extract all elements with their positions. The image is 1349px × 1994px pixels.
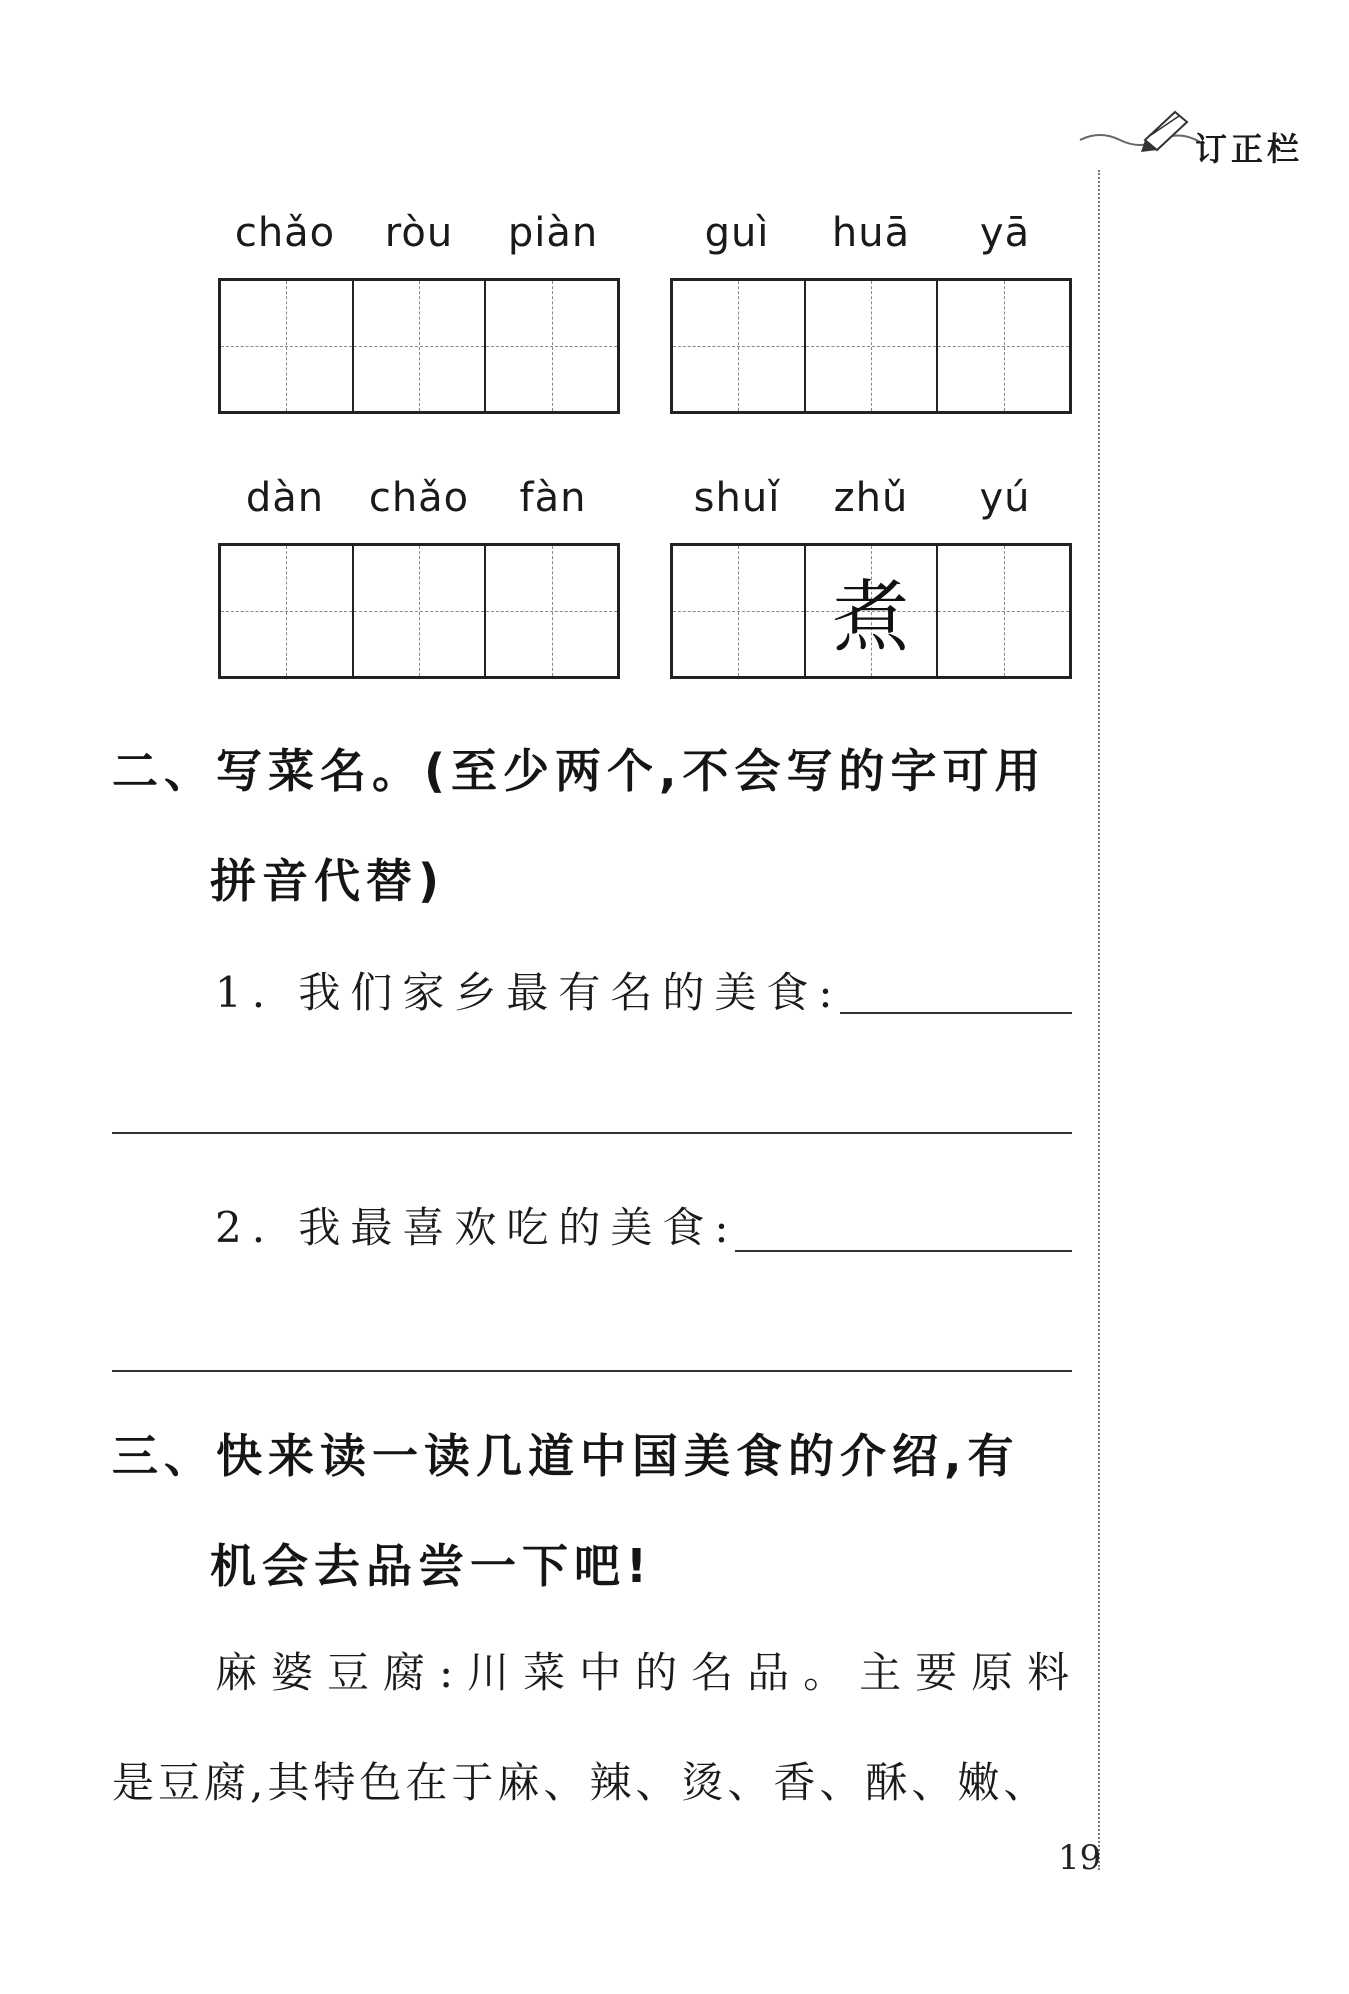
pencil-icon — [1075, 100, 1205, 160]
writing-cell[interactable] — [354, 281, 487, 411]
cell-character — [806, 281, 937, 411]
cell-character — [486, 546, 617, 676]
cell-character — [354, 546, 485, 676]
correction-column-divider — [1098, 170, 1100, 1870]
cell-character — [221, 281, 352, 411]
pinyin-syllable: yā — [979, 210, 1031, 256]
question-2-label: 2. 我最喜欢吃的美食: — [215, 1203, 739, 1252]
cell-character — [354, 281, 485, 411]
pinyin-syllable: fàn — [519, 475, 587, 521]
question-1-answer-line[interactable] — [840, 1012, 1072, 1014]
pinyin-group-2 — [670, 210, 1072, 414]
section-3-heading-cont: 机会去品尝一下吧! — [210, 1539, 653, 1593]
writing-cell[interactable] — [806, 281, 939, 411]
pinyin-group-3 — [218, 475, 620, 679]
section-2-heading: 二、写菜名。(至少两个,不会写的字可用 — [112, 744, 1047, 798]
writing-grid — [670, 543, 1072, 679]
question-2-answer-line[interactable] — [735, 1250, 1072, 1252]
pinyin-syllable: yú — [979, 475, 1031, 521]
writing-cell[interactable] — [221, 281, 354, 411]
section-3-heading: 三、快来读一读几道中国美食的介绍,有 — [112, 1429, 1020, 1483]
cell-character — [673, 281, 804, 411]
question-1-label: 1. 我们家乡最有名的美食: — [215, 968, 843, 1017]
writing-cell[interactable] — [221, 546, 354, 676]
cell-character — [221, 546, 352, 676]
writing-cell[interactable] — [806, 546, 939, 676]
pinyin-syllable: ròu — [384, 210, 454, 256]
pinyin-syllable: chǎo — [234, 210, 336, 256]
correction-column-label: 订正栏 — [1195, 130, 1304, 168]
question-1-answer-line-2[interactable] — [112, 1132, 1072, 1134]
mapo-tofu-paragraph-line-1: 麻婆豆腐:川菜中的名品。主要原料 — [215, 1648, 1084, 1697]
cell-character — [938, 546, 1069, 676]
pinyin-group-1 — [218, 210, 620, 414]
cell-character — [486, 281, 617, 411]
pinyin-syllable: shuǐ — [693, 475, 781, 521]
writing-cell[interactable] — [938, 281, 1069, 411]
pinyin-syllable: guì — [704, 210, 770, 256]
pinyin-group-4 — [670, 475, 1072, 679]
writing-cell[interactable] — [673, 546, 806, 676]
pinyin-syllable: huā — [831, 210, 911, 256]
cell-character — [938, 281, 1069, 411]
section-2-heading-cont: 拼音代替) — [210, 854, 446, 908]
correction-column-header — [1075, 100, 1335, 170]
cell-character-given: 煮 — [832, 573, 911, 663]
writing-cell[interactable] — [486, 546, 617, 676]
pinyin-syllable: chǎo — [368, 475, 470, 521]
page-number: 19 — [1058, 1838, 1102, 1878]
writing-grid — [670, 278, 1072, 414]
cell-character — [673, 546, 804, 676]
mapo-tofu-paragraph-line-2: 是豆腐,其特色在于麻、辣、烫、香、酥、嫩、 — [112, 1758, 1050, 1807]
pinyin-syllable: zhǔ — [833, 475, 909, 521]
writing-cell[interactable] — [486, 281, 617, 411]
writing-cell[interactable] — [673, 281, 806, 411]
pinyin-syllable: dàn — [245, 475, 325, 521]
writing-cell[interactable] — [354, 546, 487, 676]
pinyin-syllable: piàn — [507, 210, 599, 256]
question-2-answer-line-2[interactable] — [112, 1370, 1072, 1372]
writing-grid — [218, 543, 620, 679]
writing-grid — [218, 278, 620, 414]
writing-cell[interactable] — [938, 546, 1069, 676]
